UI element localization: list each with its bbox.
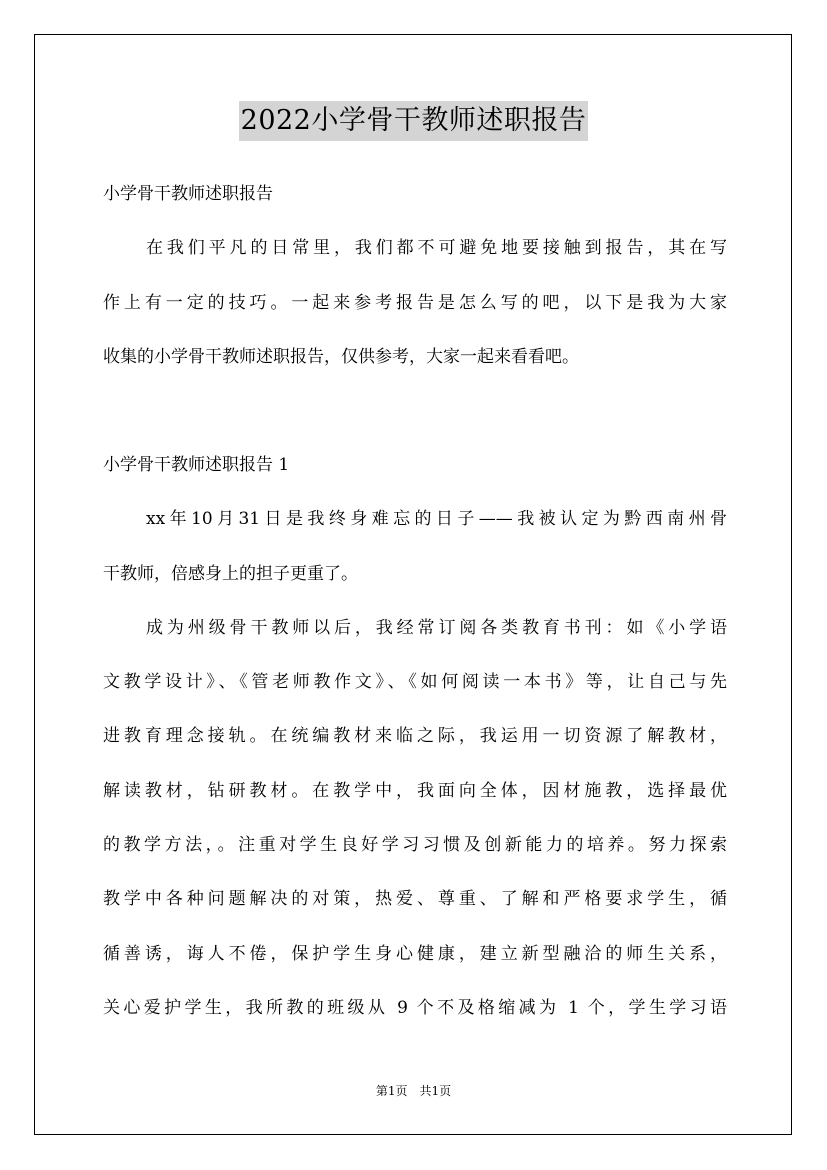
document-heading: 小学骨干教师述职报告 [103,184,273,204]
paragraph-line: 文教学设计》、《管老师教作文》、《如何阅读一本书》等，让自己与先 [103,672,727,692]
intro-line: 作上有一定的技巧。一起来参考报告是怎么写的吧，以下是我为大家 [103,293,727,313]
paragraph-line: 进教育理念接轨。在统编教材来临之际，我运用一切资源了解教材， [103,726,727,746]
intro-line: 在我们平凡的日常里，我们都不可避免地要接触到报告，其在写 [146,238,727,258]
paragraph-line: 解读教材，钻研教材。在教学中，我面向全体，因材施教，选择最优 [103,781,727,801]
page-number-footer: 第1页 共1页 [375,1084,452,1098]
title-wrap [0,101,827,141]
paragraph-line: 干教师，倍感身上的担子更重了。 [103,564,358,584]
intro-line: 收集的小学骨干教师述职报告，仅供参考，大家一起来看看吧。 [103,347,579,367]
document-title: 2022小学骨干教师述职报告 [239,101,589,141]
paragraph-line: 的教学方法，。注重对学生良好学习习惯及创新能力的培养。努力探索 [103,835,727,855]
paragraph-line: 循善诱，诲人不倦，保护学生身心健康，建立新型融洽的师生关系， [103,944,727,964]
paragraph-line: 关心爱护学生，我所教的班级从 9 个不及格缩减为 1 个，学生学习语 [103,998,727,1018]
paragraph-line: 教学中各种问题解决的对策，热爱、尊重、了解和严格要求学生，循 [103,889,727,909]
paragraph-line: xx年10月31日是我终身难忘的日子——我被认定为黔西南州骨 [146,509,727,529]
paragraph-line: 成为州级骨干教师以后，我经常订阅各类教育书刊：如《小学语 [146,618,727,638]
section-heading: 小学骨干教师述职报告 1 [103,455,290,475]
